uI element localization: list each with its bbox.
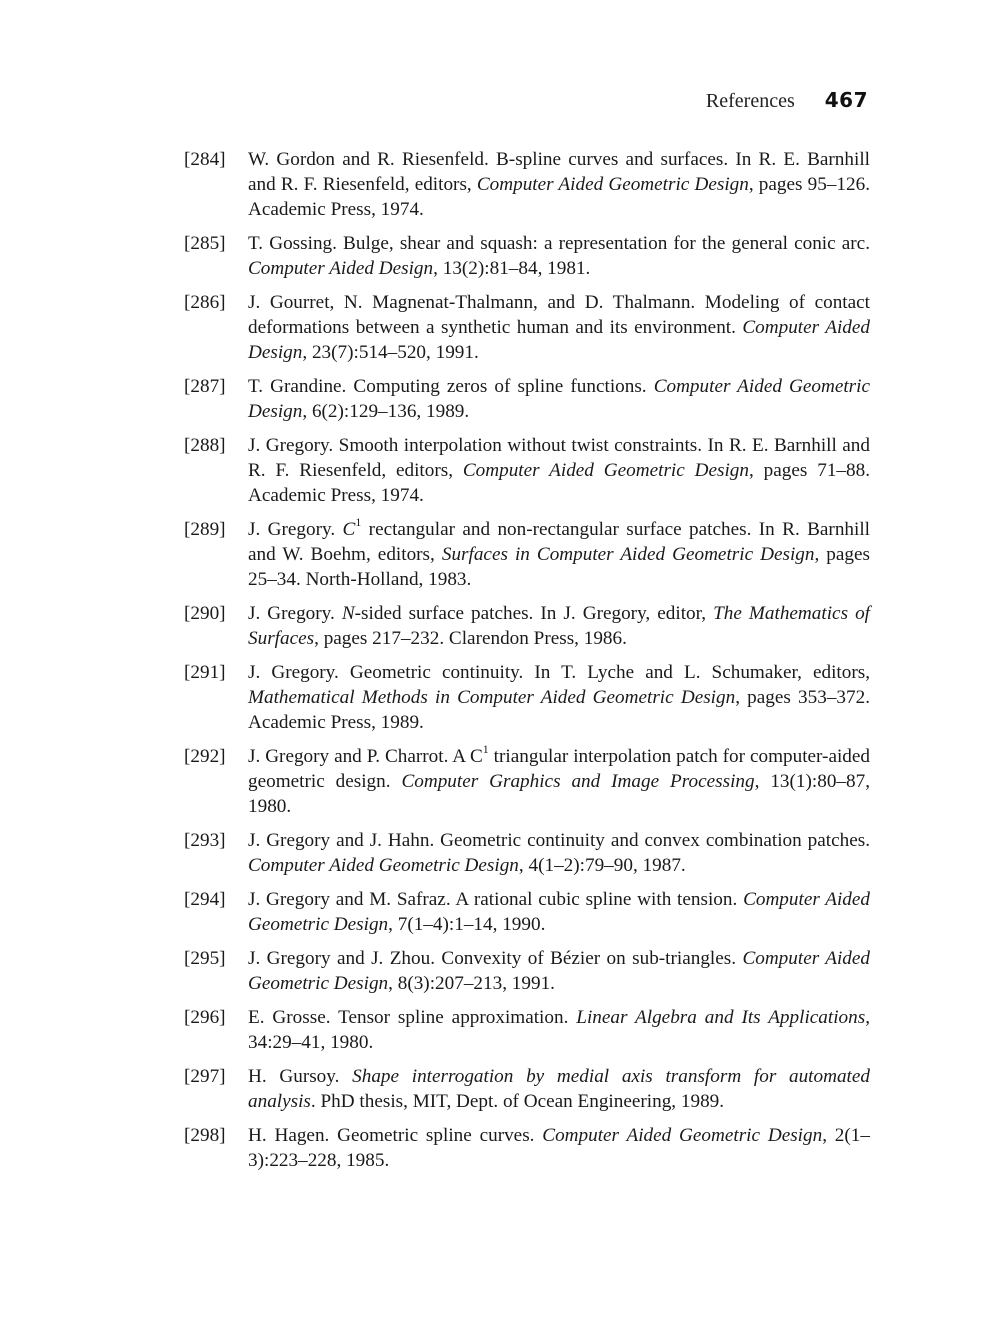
reference-title: Computer Aided Design <box>248 258 434 279</box>
reference-segment: J. Gregory. Geometric continuity. In T. Lyche and L. Schumaker, editors, <box>248 662 870 683</box>
reference-segment: J. Gourret, N. Magnenat-Thalmann, and D. Thalmann. Modeling of contact deformations between a synthetic human and its environment. <box>248 292 870 338</box>
reference-title: Computer Aided Geometric Design <box>248 948 870 994</box>
reference-entry <box>184 601 870 651</box>
reference-segment: T. Grandine. Computing zeros of spline functions. <box>248 376 654 397</box>
reference-entry <box>184 290 870 365</box>
reference-number: [288] <box>184 435 226 456</box>
reference-number: [286] <box>184 292 226 313</box>
reference-segment: , 13(1):80–87, 1980. <box>248 771 870 817</box>
page-number: 467 <box>824 88 868 112</box>
reference-entry <box>184 946 870 996</box>
superscript: 1 <box>355 514 362 529</box>
reference-title: Computer Aided Geometric Design <box>476 174 749 195</box>
reference-entry <box>184 1005 870 1055</box>
reference-number: [293] <box>184 830 226 851</box>
reference-entry <box>184 1123 870 1173</box>
reference-segment: triangular interpolation patch for computer-aided geometric design. <box>248 746 870 792</box>
reference-text <box>248 147 870 222</box>
reference-segment: , 13(2):81–84, 1981. <box>433 258 591 279</box>
reference-segment: , pages 353–372. Academic Press, 1989. <box>248 687 871 733</box>
reference-title: Computer Graphics and Image Processing <box>401 771 755 792</box>
reference-text <box>248 290 870 365</box>
reference-text <box>248 887 870 937</box>
reference-text <box>248 1123 870 1173</box>
reference-text <box>248 514 871 592</box>
reference-segment: J. Gregory. <box>248 519 343 540</box>
reference-text <box>248 828 870 878</box>
reference-number: [295] <box>184 948 226 969</box>
reference-number: [289] <box>184 519 226 540</box>
reference-title: N <box>341 603 355 624</box>
reference-title: Computer Aided Geometric Design <box>248 376 870 422</box>
reference-text <box>248 433 870 508</box>
reference-entry <box>184 147 870 222</box>
reference-text <box>248 601 870 651</box>
reference-number: [298] <box>184 1125 226 1146</box>
reference-entry <box>184 828 870 878</box>
reference-list <box>184 147 870 1182</box>
reference-number: [294] <box>184 889 226 910</box>
reference-text <box>248 231 870 281</box>
reference-entry <box>184 1064 870 1114</box>
reference-title: Mathematical Methods in Computer Aided Geometric Design <box>248 687 736 708</box>
reference-text <box>248 1005 870 1055</box>
reference-segment: , 8(3):207–213, 1991. <box>388 973 555 994</box>
reference-segment: -sided surface patches. In J. Gregory, editor, <box>354 603 714 624</box>
reference-entry <box>184 514 871 592</box>
reference-title: Shape interrogation by medial axis transform for automated analysis <box>248 1066 870 1112</box>
reference-number: [284] <box>184 149 226 170</box>
reference-segment: H. Hagen. Geometric spline curves. <box>248 1125 543 1146</box>
reference-segment: , 2(1–3):223–228, 1985. <box>248 1125 870 1171</box>
reference-title: Computer Aided Geometric Design <box>248 889 870 935</box>
reference-text <box>248 741 870 819</box>
reference-entry <box>184 374 870 424</box>
reference-title: Computer Aided Design <box>248 317 870 363</box>
reference-title: Computer Aided Geometric Design <box>542 1125 823 1146</box>
reference-entry <box>184 231 870 281</box>
reference-segment: J. Gregory. Smooth interpolation without twist constraints. In R. E. Barnhill and R. F. Riesenfeld, editors, <box>248 435 870 481</box>
reference-title: Computer Aided Geometric Design <box>462 460 749 481</box>
reference-title: Computer Aided Geometric Design <box>248 855 519 876</box>
reference-number: [292] <box>184 746 226 767</box>
reference-segment: J. Gregory and P. Charrot. A C <box>248 746 483 767</box>
reference-title: The Mathematics of Surfaces <box>248 603 870 649</box>
reference-segment: , 7(1–4):1–14, 1990. <box>388 914 546 935</box>
reference-segment: E. Grosse. Tensor spline approximation. <box>248 1007 577 1028</box>
reference-segment: J. Gregory. <box>248 603 342 624</box>
reference-segment: , 34:29–41, 1980. <box>248 1007 870 1053</box>
reference-number: [285] <box>184 233 226 254</box>
reference-segment: W. Gordon and R. Riesenfeld. B-spline curves and surfaces. In R. E. Barnhill and R. F. Riesenfeld, editors, <box>248 149 870 195</box>
reference-segment: H. Gursoy. <box>248 1066 353 1087</box>
reference-entry <box>184 887 870 937</box>
reference-number: [297] <box>184 1066 226 1087</box>
reference-number: [290] <box>184 603 226 624</box>
reference-text <box>248 660 870 735</box>
reference-segment: , pages 217–232. Clarendon Press, 1986. <box>314 628 627 649</box>
reference-segment: J. Gregory and M. Safraz. A rational cubic spline with tension. <box>248 889 744 910</box>
reference-segment: T. Gossing. Bulge, shear and squash: a representation for the general conic arc. <box>248 233 870 254</box>
reference-number: [291] <box>184 662 226 683</box>
reference-number: [287] <box>184 376 226 397</box>
reference-segment: . PhD thesis, MIT, Dept. of Ocean Engineering, 1989. <box>310 1091 725 1112</box>
reference-segment: J. Gregory and J. Zhou. Convexity of Bézier on sub-triangles. <box>248 948 743 969</box>
reference-segment: , pages 71–88. Academic Press, 1974. <box>248 460 870 506</box>
reference-segment: J. Gregory and J. Hahn. Geometric continuity and convex combination patches. <box>248 830 870 851</box>
reference-entry <box>184 433 870 508</box>
reference-text <box>248 1064 870 1114</box>
reference-title: C <box>342 519 356 540</box>
reference-entry <box>184 741 870 819</box>
reference-text <box>248 946 870 996</box>
reference-number: [296] <box>184 1007 226 1028</box>
running-title: References <box>705 90 795 112</box>
reference-entry <box>184 660 870 735</box>
reference-title: Linear Algebra and Its Applications <box>576 1007 866 1028</box>
reference-segment: , pages 95–126. Academic Press, 1974. <box>248 174 870 220</box>
reference-title: Surfaces in Computer Aided Geometric Design <box>441 544 815 565</box>
reference-segment: , 23(7):514–520, 1991. <box>302 342 479 363</box>
reference-segment: , 4(1–2):79–90, 1987. <box>518 855 686 876</box>
reference-text <box>248 374 870 424</box>
running-head <box>706 88 868 113</box>
reference-segment: , pages 25–34. North-Holland, 1983. <box>248 544 870 590</box>
superscript: 1 <box>482 741 489 756</box>
reference-segment: rectangular and non-rectangular surface patches. In R. Barnhill and W. Boehm, editors, <box>248 519 871 565</box>
reference-segment: , 6(2):129–136, 1989. <box>302 401 470 422</box>
